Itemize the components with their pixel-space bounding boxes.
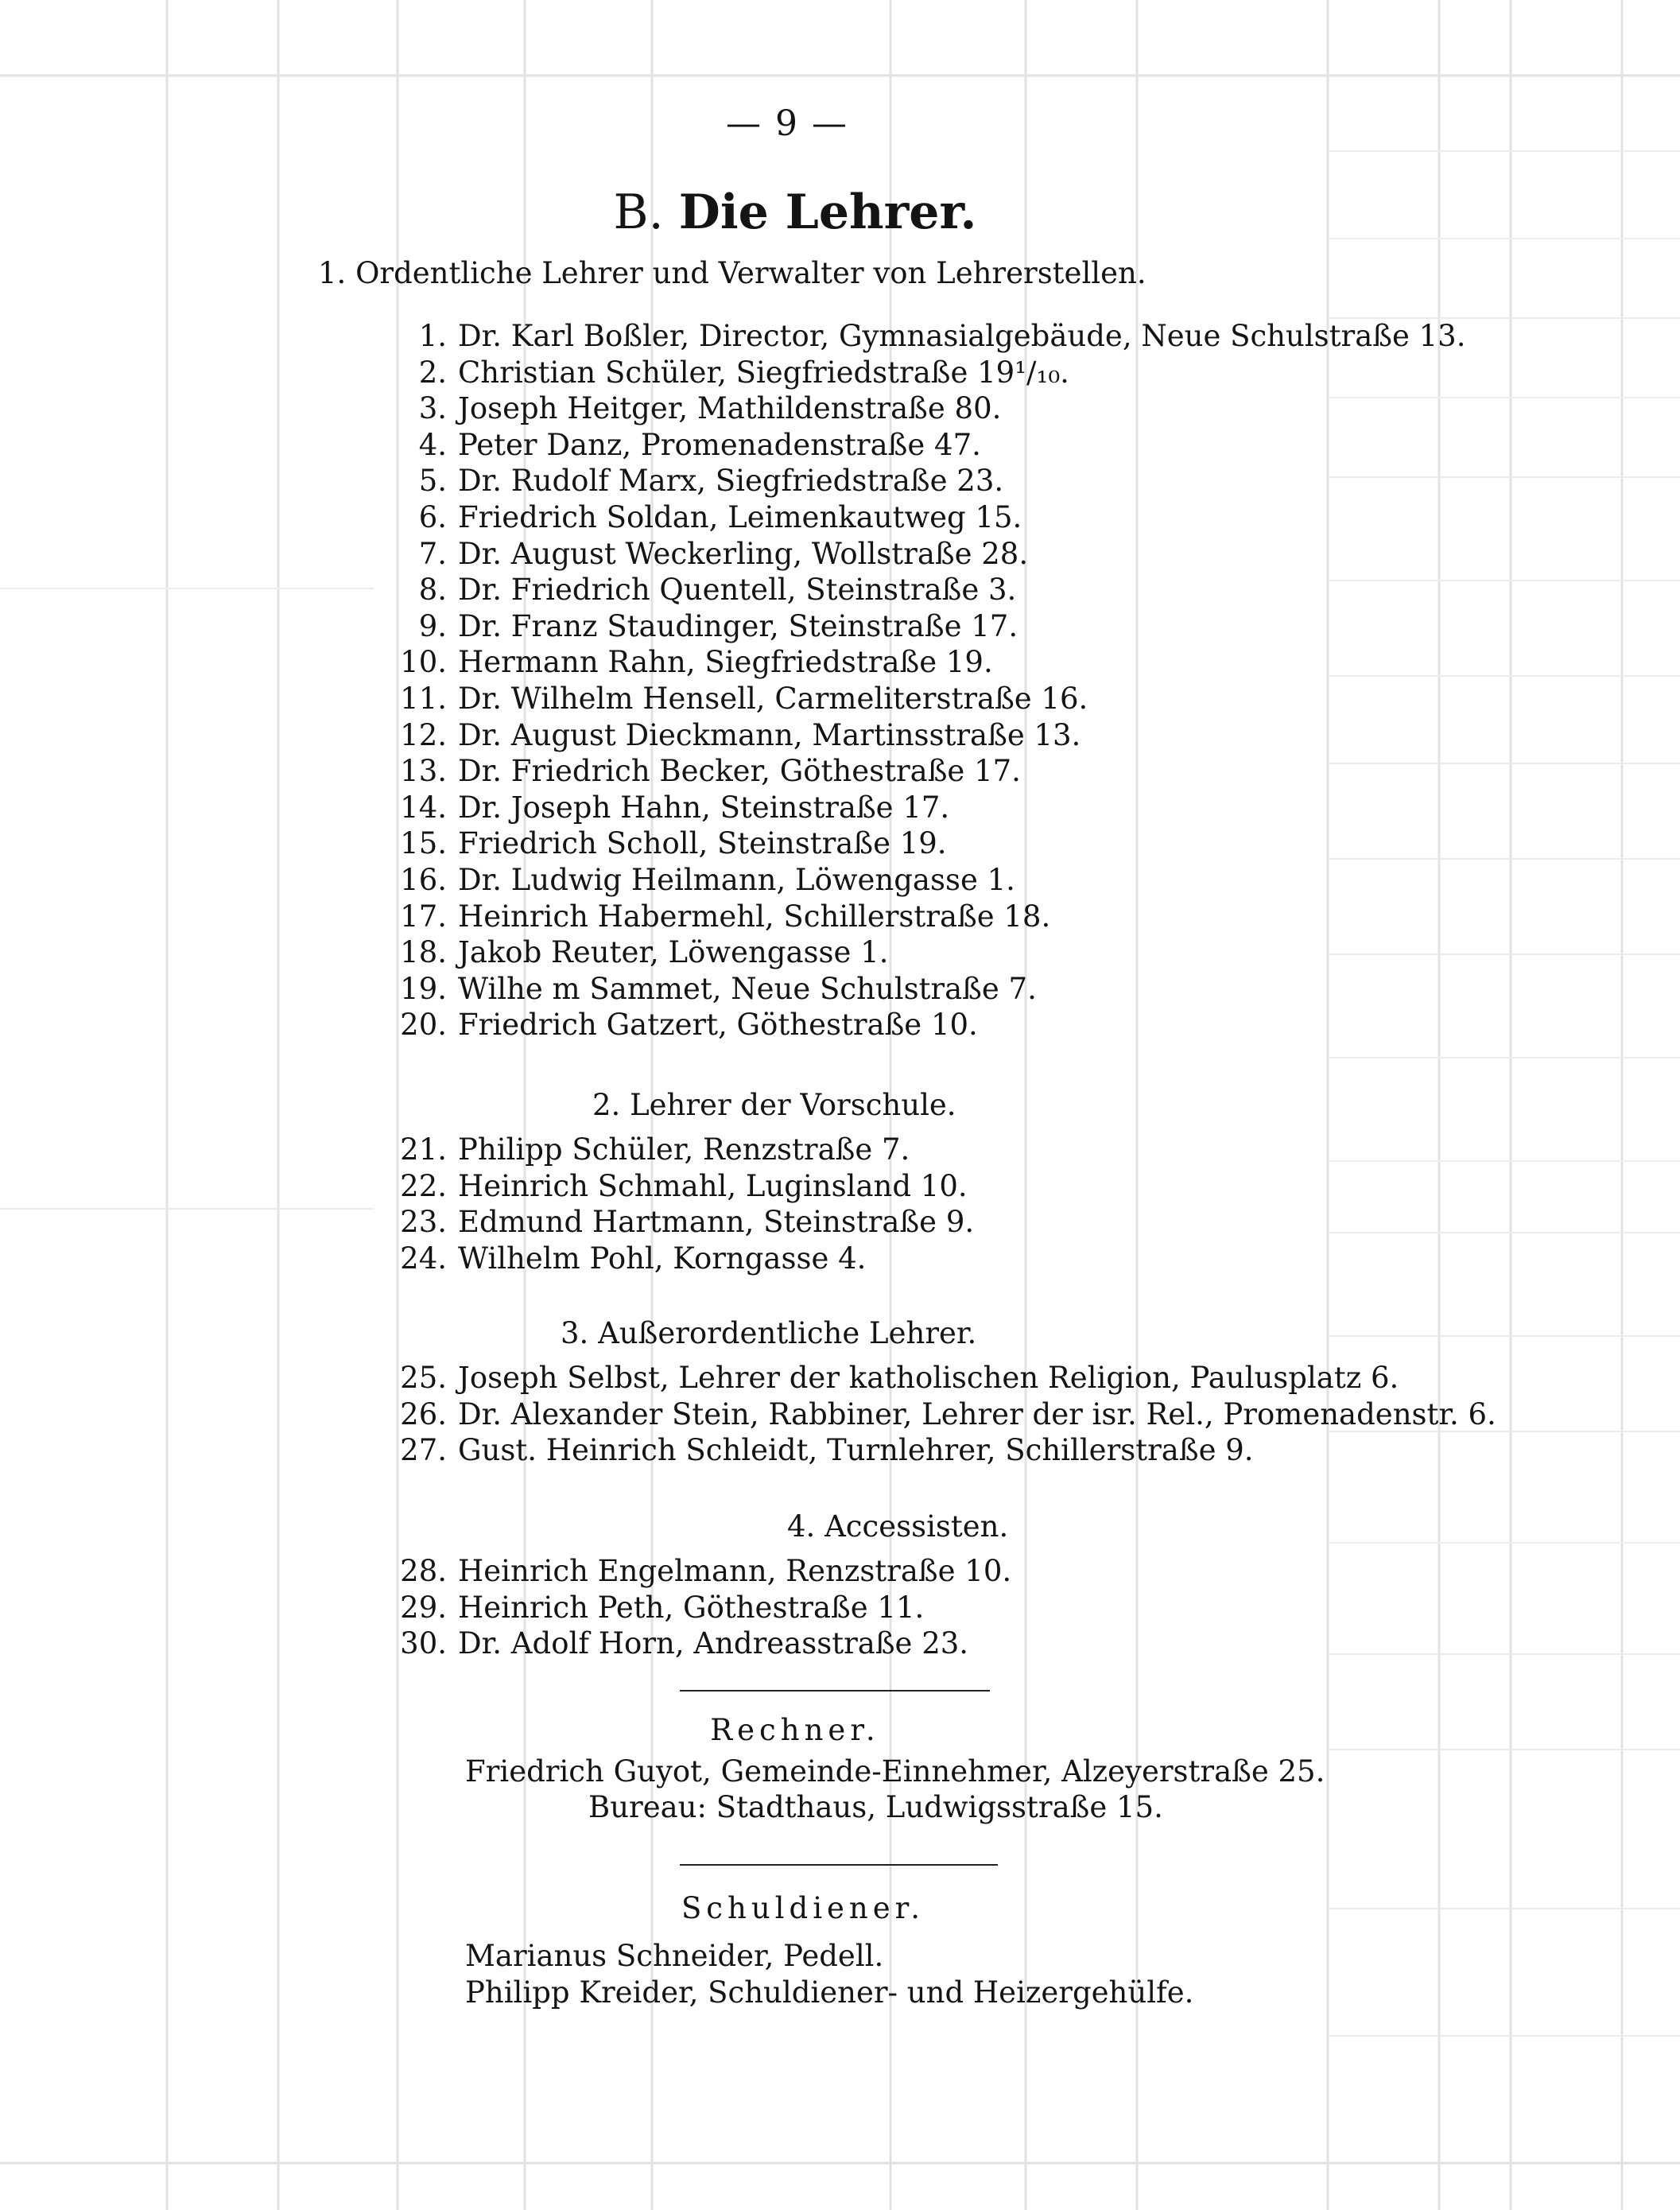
item-number: 27. — [400, 1433, 447, 1468]
item-text: Dr. Adolf Horn, Andreasstraße 23. — [458, 1626, 969, 1661]
item-text: Heinrich Engelmann, Renzstraße 10. — [458, 1554, 1012, 1588]
item-text: Dr. August Dieckmann, Martinsstraße 13. — [458, 717, 1081, 752]
list-item — [374, 790, 1466, 826]
item-number: 25. — [400, 1361, 447, 1395]
list-item — [374, 825, 1466, 862]
list-item — [374, 390, 1466, 427]
list-item — [374, 499, 1466, 536]
item-number: 1. — [418, 319, 447, 353]
item-number: 6. — [418, 499, 447, 534]
list-item — [374, 536, 1466, 573]
item-text: Hermann Rahn, Siegfriedstraße 19. — [458, 645, 993, 680]
schuldiener-line: Marianus Schneider, Pedell. — [465, 1939, 884, 1973]
list-item — [374, 681, 1466, 717]
list-item — [374, 355, 1466, 391]
item-text: Christian Schüler, Siegfriedstraße 19¹/₁₀. — [458, 355, 1069, 390]
list-item — [374, 572, 1466, 608]
list-item — [374, 862, 1466, 899]
schuldiener-line: Philipp Kreider, Schuldiener- und Heizergehülfe. — [465, 1975, 1194, 2010]
list-item — [374, 427, 1466, 464]
teacher-list-accessisten — [374, 1553, 1011, 1662]
item-number: 18. — [400, 935, 447, 970]
list-item — [374, 1553, 1011, 1590]
item-number: 2. — [418, 355, 447, 390]
item-text: Dr. Karl Boßler, Director, Gymnasialgebäude, Neue Schulstraße 13. — [458, 319, 1466, 353]
item-number: 29. — [400, 1590, 447, 1625]
item-number: 10. — [400, 645, 447, 680]
item-number: 23. — [400, 1205, 447, 1240]
list-item — [374, 1241, 974, 1277]
item-number: 16. — [400, 862, 447, 897]
section-heading-ordentliche-lehrer: 1. Ordentliche Lehrer und Verwalter von Lehrerstellen. — [318, 256, 1147, 290]
item-text: Philipp Schüler, Renzstraße 7. — [458, 1132, 910, 1167]
item-text: Dr. Franz Staudinger, Steinstraße 17. — [458, 608, 1018, 643]
item-text: Friedrich Gatzert, Göthestraße 10. — [458, 1008, 978, 1043]
list-item — [374, 463, 1466, 499]
item-number: 4. — [418, 427, 447, 462]
item-number: 5. — [418, 464, 447, 499]
item-number: 7. — [418, 536, 447, 571]
item-number: 30. — [400, 1626, 447, 1661]
item-text: Dr. Wilhelm Hensell, Carmeliterstraße 16. — [458, 681, 1088, 716]
item-text: Heinrich Schmahl, Luginsland 10. — [458, 1168, 968, 1203]
item-number: 21. — [400, 1132, 447, 1167]
item-text: Dr. August Weckerling, Wollstraße 28. — [458, 536, 1029, 571]
item-number: 28. — [400, 1554, 447, 1588]
item-text: Heinrich Peth, Göthestraße 11. — [458, 1590, 925, 1625]
teacher-list-vorschule — [374, 1132, 974, 1276]
teacher-list-ausserordentliche — [374, 1360, 1496, 1469]
section-heading-accessisten: 4. Accessisten. — [787, 1509, 1009, 1544]
item-text: Dr. Alexander Stein, Rabbiner, Lehrer der isr. Rel., Promenadenstr. 6. — [458, 1396, 1496, 1431]
item-text: Dr. Friedrich Becker, Göthestraße 17. — [458, 754, 1021, 789]
list-item — [374, 717, 1466, 754]
item-text: Friedrich Scholl, Steinstraße 19. — [458, 826, 947, 861]
list-item — [374, 1432, 1496, 1469]
list-item — [374, 899, 1466, 935]
item-text: Dr. Friedrich Quentell, Steinstraße 3. — [458, 573, 1017, 608]
item-text: Joseph Selbst, Lehrer der katholischen Religion, Paulusplatz 6. — [458, 1361, 1399, 1395]
teacher-list-ordentliche — [374, 318, 1466, 1043]
list-item — [374, 753, 1466, 790]
title-text: Die Lehrer. — [678, 184, 977, 240]
divider-rule — [680, 1690, 990, 1691]
list-item — [374, 1204, 974, 1241]
item-text: Dr. Ludwig Heilmann, Löwengasse 1. — [458, 862, 1015, 897]
item-number: 11. — [400, 681, 447, 716]
list-item — [374, 1132, 974, 1168]
item-text: Gust. Heinrich Schleidt, Turnlehrer, Schillerstraße 9. — [458, 1433, 1254, 1468]
item-text: Heinrich Habermehl, Schillerstraße 18. — [458, 899, 1051, 934]
divider-rule — [680, 1864, 998, 1866]
list-item — [374, 934, 1466, 971]
item-text: Wilhelm Pohl, Korngasse 4. — [458, 1241, 867, 1276]
page-title — [604, 184, 986, 240]
list-item — [374, 1007, 1466, 1043]
rechner-heading: Rechner. — [710, 1713, 880, 1747]
item-text: Dr. Joseph Hahn, Steinstraße 17. — [458, 790, 950, 825]
item-number: 13. — [400, 754, 447, 789]
list-item — [374, 644, 1466, 681]
item-number: 9. — [418, 608, 447, 643]
item-number: 26. — [400, 1396, 447, 1431]
title-prefix: B. — [613, 184, 664, 240]
item-text: Wilhe m Sammet, Neue Schulstraße 7. — [458, 971, 1037, 1006]
list-item — [374, 1360, 1496, 1396]
page-number: — 9 — — [726, 103, 848, 144]
schuldiener-heading: Schuldiener. — [681, 1891, 925, 1925]
item-text: Peter Danz, Promenadenstraße 47. — [458, 427, 981, 462]
list-item — [374, 1590, 1011, 1626]
list-item — [374, 1625, 1011, 1662]
item-text: Friedrich Soldan, Leimenkautweg 15. — [458, 499, 1022, 534]
list-item — [374, 1396, 1496, 1433]
item-text: Dr. Rudolf Marx, Siegfriedstraße 23. — [458, 464, 1004, 499]
list-item — [374, 318, 1466, 355]
item-number: 22. — [400, 1168, 447, 1203]
item-text: Joseph Heitger, Mathildenstraße 80. — [458, 391, 1002, 426]
item-number: 3. — [418, 391, 447, 426]
list-item — [374, 608, 1466, 645]
item-number: 17. — [400, 899, 447, 934]
item-number: 14. — [400, 790, 447, 825]
item-text: Jakob Reuter, Löwengasse 1. — [458, 935, 889, 970]
item-number: 24. — [400, 1241, 447, 1276]
item-number: 19. — [400, 971, 447, 1006]
rechner-line: Friedrich Guyot, Gemeinde-Einnehmer, Alzeyerstraße 25. — [465, 1754, 1325, 1789]
item-number: 20. — [400, 1008, 447, 1043]
list-item — [374, 971, 1466, 1008]
item-number: 15. — [400, 826, 447, 861]
section-heading-vorschule: 2. Lehrer der Vorschule. — [592, 1088, 956, 1122]
item-number: 12. — [400, 717, 447, 752]
section-heading-ausserordentliche: 3. Außerordentliche Lehrer. — [561, 1316, 977, 1350]
rechner-bureau: Bureau: Stadthaus, Ludwigsstraße 15. — [588, 1790, 1163, 1824]
item-text: Edmund Hartmann, Steinstraße 9. — [458, 1205, 975, 1240]
item-number: 8. — [418, 573, 447, 608]
list-item — [374, 1168, 974, 1205]
